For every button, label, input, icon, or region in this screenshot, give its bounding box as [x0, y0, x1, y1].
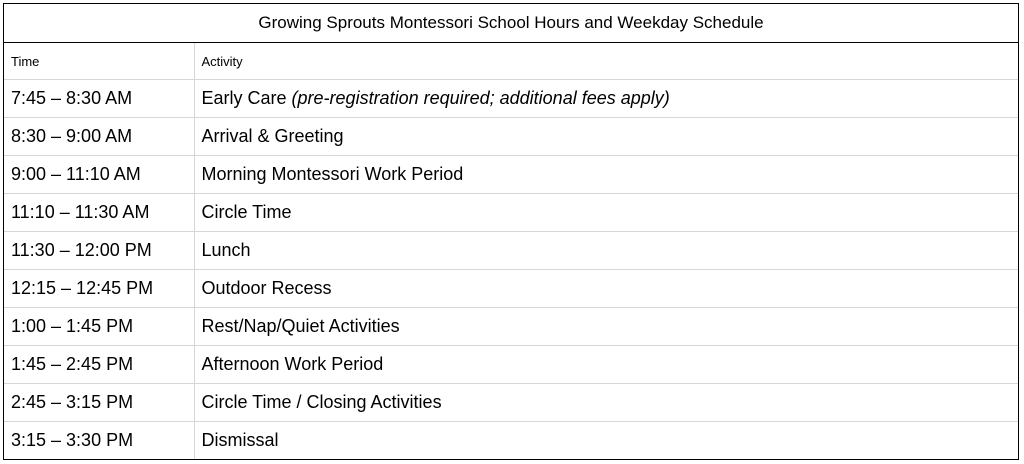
time-cell: 3:15 – 3:30 PM	[4, 422, 194, 460]
table-row	[4, 118, 1018, 156]
activity-cell: Morning Montessori Work Period	[194, 156, 1018, 194]
activity-label: Early Care	[201, 88, 287, 108]
activity-note: (pre-registration required; additional fees apply)	[291, 88, 670, 108]
schedule-table	[3, 3, 1019, 460]
activity-cell: Dismissal	[194, 422, 1018, 460]
table-row	[4, 384, 1018, 422]
activity-column-header: Activity	[201, 53, 243, 69]
table-row	[4, 80, 1018, 118]
activity-cell: Circle Time	[194, 194, 1018, 232]
header-row	[4, 43, 1018, 80]
table-row	[4, 270, 1018, 308]
activity-cell: Afternoon Work Period	[194, 346, 1018, 384]
time-cell: 8:30 – 9:00 AM	[4, 118, 194, 156]
table-row	[4, 194, 1018, 232]
activity-cell: Outdoor Recess	[194, 270, 1018, 308]
activity-cell: Rest/Nap/Quiet Activities	[194, 308, 1018, 346]
activity-cell: Lunch	[194, 232, 1018, 270]
time-cell: 1:00 – 1:45 PM	[4, 308, 194, 346]
table-row	[4, 422, 1018, 460]
table-row	[4, 156, 1018, 194]
schedule-grid	[4, 4, 1018, 459]
table-row	[4, 232, 1018, 270]
table-row	[4, 346, 1018, 384]
activity-cell	[194, 80, 1018, 118]
title-row	[4, 4, 1018, 43]
time-cell: 11:30 – 12:00 PM	[4, 232, 194, 270]
table-row	[4, 308, 1018, 346]
time-cell: 11:10 – 11:30 AM	[4, 194, 194, 232]
time-cell: 12:15 – 12:45 PM	[4, 270, 194, 308]
time-cell: 2:45 – 3:15 PM	[4, 384, 194, 422]
table-title: Growing Sprouts Montessori School Hours and Weekday Schedule	[4, 4, 1018, 43]
time-cell: 1:45 – 2:45 PM	[4, 346, 194, 384]
time-column-header: Time	[4, 43, 194, 80]
activity-cell: Arrival & Greeting	[194, 118, 1018, 156]
time-cell: 9:00 – 11:10 AM	[4, 156, 194, 194]
time-cell: 7:45 – 8:30 AM	[4, 80, 194, 118]
activity-cell: Circle Time / Closing Activities	[194, 384, 1018, 422]
